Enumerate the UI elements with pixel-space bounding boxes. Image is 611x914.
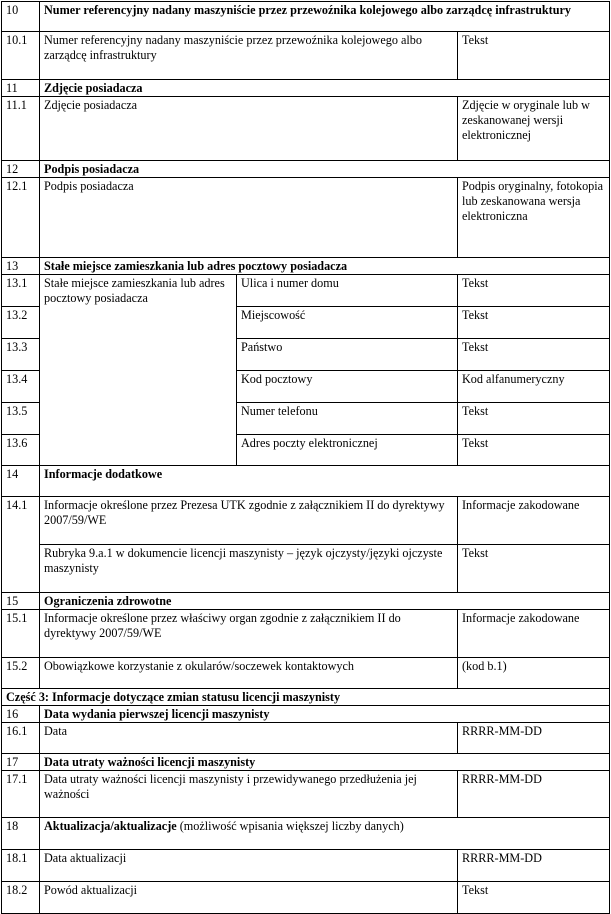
item-label: Data aktualizacji (40, 850, 458, 882)
section-row-13 (2, 258, 610, 275)
section-row-18 (2, 818, 610, 850)
row-number: 18 (2, 818, 40, 850)
row-number: 15.1 (2, 610, 40, 658)
row-number: 17 (2, 754, 40, 771)
section-title-cell (40, 818, 610, 850)
section-row-11 (2, 80, 610, 97)
item-value: RRRR-MM-DD (458, 771, 610, 818)
section-note: (możliwość wpisania większej liczby danych) (176, 819, 404, 833)
item-value: Kod alfanumeryczny (458, 371, 610, 403)
part-3-row (2, 689, 610, 706)
row-number: 13.5 (2, 403, 40, 435)
section-row-15 (2, 593, 610, 610)
field-label: Ulica i numer domu (237, 275, 458, 307)
item-row-15-1 (2, 610, 610, 658)
row-number: 13.3 (2, 339, 40, 371)
item-label: Numer referencyjny nadany maszyniście przez przewoźnika kolejowego albo zarządcę infrastruktury (40, 32, 458, 80)
field-label: Państwo (237, 339, 458, 371)
item-row-13-1 (2, 275, 610, 307)
item-value: Tekst (458, 339, 610, 371)
row-number: 16 (2, 706, 40, 723)
item-value: Tekst (458, 307, 610, 339)
row-number: 12 (2, 161, 40, 178)
item-value: Informacje zakodowane (458, 497, 610, 545)
item-label: Zdjęcie posiadacza (40, 97, 458, 161)
address-group-label: Stałe miejsce zamieszkania lub adres pocztowy posiadacza (40, 275, 237, 466)
item-row-14-1 (2, 497, 610, 545)
item-row-15-2 (2, 658, 610, 689)
section-title: Data wydania pierwszej licencji maszynisty (40, 706, 610, 723)
section-title: Data utraty ważności licencji maszynisty (40, 754, 610, 771)
row-number: 13.6 (2, 435, 40, 466)
section-title: Ograniczenia zdrowotne (40, 593, 610, 610)
row-number: 16.1 (2, 723, 40, 754)
row-number-continuation (2, 545, 40, 593)
row-number: 13 (2, 258, 40, 275)
row-number: 13.4 (2, 371, 40, 403)
item-value: Tekst (458, 435, 610, 466)
section-row-16 (2, 706, 610, 723)
section-title: Podpis posiadacza (40, 161, 610, 178)
item-value: Tekst (458, 882, 610, 914)
item-row-18-1 (2, 850, 610, 882)
section-row-17 (2, 754, 610, 771)
item-label: Obowiązkowe korzystanie z okularów/soczewek kontaktowych (40, 658, 458, 689)
row-number: 12.1 (2, 178, 40, 258)
section-row-10 (2, 2, 610, 32)
row-number: 11 (2, 80, 40, 97)
item-label: Data (40, 723, 458, 754)
item-value: (kod b.1) (458, 658, 610, 689)
item-value: Podpis oryginalny, fotokopia lub zeskanowana wersja elektroniczna (458, 178, 610, 258)
row-number: 18.1 (2, 850, 40, 882)
row-number: 14 (2, 466, 40, 497)
item-row-17-1 (2, 771, 610, 818)
section-title: Aktualizacja/aktualizacje (44, 819, 177, 833)
field-label: Adres poczty elektronicznej (237, 435, 458, 466)
field-label: Kod pocztowy (237, 371, 458, 403)
item-row-10-1 (2, 32, 610, 80)
item-label: Powód aktualizacji (40, 882, 458, 914)
row-number: 17.1 (2, 771, 40, 818)
row-number: 13.1 (2, 275, 40, 307)
form-table (1, 1, 610, 914)
field-label: Numer telefonu (237, 403, 458, 435)
row-number: 14.1 (2, 497, 40, 545)
part-3-title: Część 3: Informacje dotyczące zmian statusu licencji maszynisty (2, 689, 610, 706)
item-value: Tekst (458, 275, 610, 307)
item-value: Informacje zakodowane (458, 610, 610, 658)
section-row-14 (2, 466, 610, 497)
row-number: 11.1 (2, 97, 40, 161)
row-number: 13.2 (2, 307, 40, 339)
item-value: Tekst (458, 545, 610, 593)
row-number: 10.1 (2, 32, 40, 80)
item-value: RRRR-MM-DD (458, 850, 610, 882)
row-number: 15.2 (2, 658, 40, 689)
item-value: RRRR-MM-DD (458, 723, 610, 754)
section-row-12 (2, 161, 610, 178)
row-number: 18.2 (2, 882, 40, 914)
item-value: Tekst (458, 403, 610, 435)
field-label: Miejscowość (237, 307, 458, 339)
item-row-12-1 (2, 178, 610, 258)
section-title: Informacje dodatkowe (40, 466, 610, 497)
item-label: Informacje określone przez właściwy organ zgodnie z załącznikiem II do dyrektywy 2007/59/WE (40, 610, 458, 658)
item-label: Podpis posiadacza (40, 178, 458, 258)
item-row-14-1-language (2, 545, 610, 593)
item-label: Informacje określone przez Prezesa UTK zgodnie z załącznikiem II do dyrektywy 2007/59/WE (40, 497, 458, 545)
row-number: 15 (2, 593, 40, 610)
section-title: Zdjęcie posiadacza (40, 80, 610, 97)
section-title: Numer referencyjny nadany maszyniście przez przewoźnika kolejowego albo zarządcę infrastruktury (40, 2, 610, 32)
row-number: 10 (2, 2, 40, 32)
section-title: Stałe miejsce zamieszkania lub adres pocztowy posiadacza (40, 258, 610, 275)
item-value: Tekst (458, 32, 610, 80)
item-row-11-1 (2, 97, 610, 161)
item-label: Rubryka 9.a.1 w dokumencie licencji maszynisty – język ojczysty/języki ojczyste maszynisty (40, 545, 458, 593)
item-label: Data utraty ważności licencji maszynisty i przewidywanego przedłużenia jej ważności (40, 771, 458, 818)
item-row-16-1 (2, 723, 610, 754)
item-value: Zdjęcie w oryginale lub w zeskanowanej wersji elektronicznej (458, 97, 610, 161)
